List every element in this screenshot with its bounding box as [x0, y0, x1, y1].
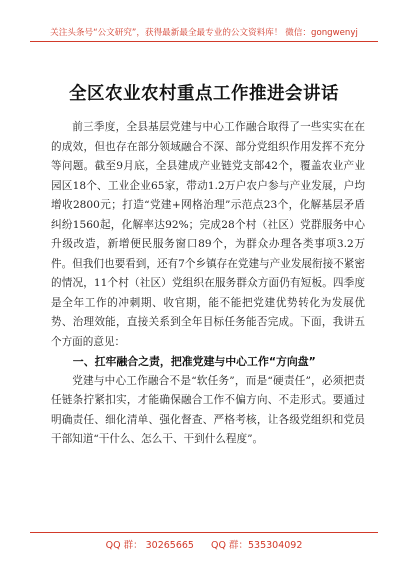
document-body [51, 118, 365, 450]
header-divider [30, 41, 378, 42]
footer-divider [30, 532, 378, 533]
footer-qq-group-2: QQ 群：535304092 [211, 540, 303, 551]
header-banner: 关注头条号“公文研究”，获得最新最全最专业的公文资料库！ 微信：gongwenyj [50, 28, 358, 38]
intro-paragraph: 前三季度，全县基层党建与中心工作融合取得了一些实实在在的成效，但也存在部分领域融合不深、部分党组织作用发挥不充分等问题。截至9月底，全县建成产业链党支部42个，覆盖农业产业园区18个、工业企业65家，带动1.2万户农户参与产业发展，户均增收2800元；打造“党建+网格治理”示范点23个，化解基层矛盾纠纷1560起，化解率达92%；完成28个村（社区）党群服务中心升级改造，新增便民服务窗口89个，为群众办理各类事项3.2万件。但我们也要看到，还有7个乡镇存在党建与产业发展衔接不紧密的情况，11个村（社区）党组织在服务群众方面仍有短板。四季度是全年工作的冲刺期、收官期，能不能把党建优势转化为发展优势、治理效能，直接关系到全年目标任务能否完成。下面，我讲五个方面的意见： [51, 121, 365, 348]
section-heading: 一、扛牢融合之责，把准党建与中心工作“方向盘” [72, 355, 316, 368]
footer-qq-group-1: QQ 群： 30265665 [105, 540, 194, 551]
section-paragraph: 党建与中心工作融合不是“软任务”，而是“硬责任”，必须把责任链条拧紧扣实，才能确保融合工作不偏方向、不走形式。要通过明确责任、细化清单、强化督查、严格考核，让各级党组织和党员干部知道“干什么、怎么干、干到什么程度”。 [51, 374, 365, 445]
footer [0, 537, 408, 551]
document-title: 全区农业农村重点工作推进会讲话 [69, 84, 339, 104]
